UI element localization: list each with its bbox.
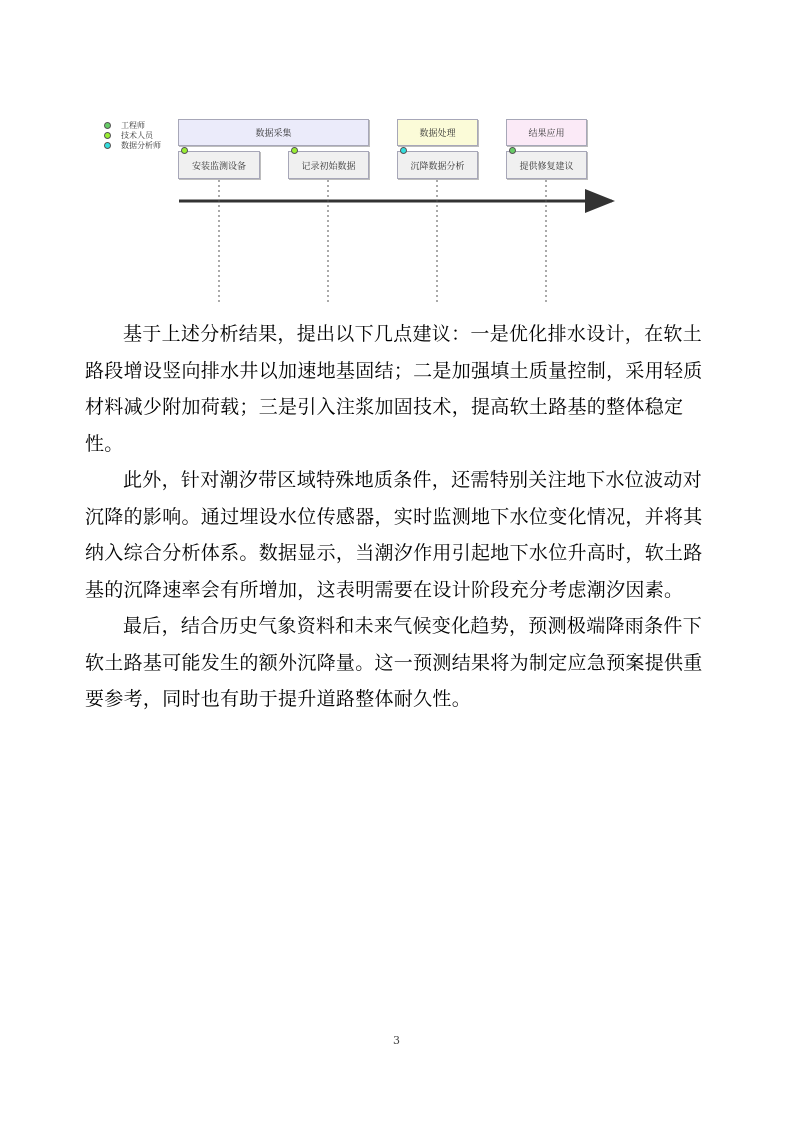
paragraph-line: 要参考，同时也有助于提升道路整体耐久性。 [85, 688, 472, 710]
legend [104, 120, 161, 150]
task-record-initial-data: 记录初始数据 [288, 151, 369, 179]
legend-item-engineer [104, 120, 161, 130]
paragraph-line: 材料减少附加荷载；三是引入注浆加固技术，提高软土路基的整体稳定 [85, 396, 684, 418]
stage-data-collection: 数据采集 [178, 119, 369, 146]
legend-item-technician [104, 130, 161, 140]
paragraph-line: 软土路基可能发生的额外沉降量。这一预测结果将为制定应急预案提供重 [85, 651, 703, 674]
paragraph-climate-forecast [85, 608, 703, 718]
paragraph-groundwater [85, 462, 703, 608]
legend-item-analyst [104, 140, 161, 150]
page-number: 3 [393, 1034, 400, 1047]
task-role-dot-icon [181, 147, 188, 154]
paragraph-line: 沉降的影响。通过埋设水位传感器，实时监测地下水位变化情况，并将其 [85, 505, 703, 528]
stage-data-processing: 数据处理 [397, 119, 478, 146]
task-role-dot-icon [291, 147, 298, 154]
legend-label: 数据分析师 [121, 140, 161, 150]
task-install-monitoring: 安装监测设备 [178, 151, 260, 179]
paragraph-line: 基于上述分析结果，提出以下几点建议：一是优化排水设计，在软土 [123, 323, 703, 345]
paragraph-line: 基的沉降速率会有所增加，这表明需要在设计阶段充分考虑潮汐因素。 [85, 578, 684, 601]
paragraph-line: 此外，针对潮汐带区域特殊地质条件，还需特别关注地下水位波动对 [123, 469, 703, 491]
task-settlement-analysis: 沉降数据分析 [397, 151, 478, 179]
legend-dot-icon [104, 122, 111, 129]
paragraph-recommendations [85, 316, 703, 462]
task-role-dot-icon [509, 147, 516, 154]
paragraph-line: 性。 [85, 432, 124, 455]
paragraph-line: 路段增设竖向排水井以加速地基固结；二是加强填土质量控制，采用轻质 [85, 359, 703, 382]
paragraph-line: 纳入综合分析体系。数据显示，当潮汐作用引起地下水位升高时，软土路 [85, 542, 703, 564]
legend-dot-icon [104, 132, 111, 139]
legend-label: 技术人员 [121, 130, 153, 140]
task-repair-suggestions: 提供修复建议 [506, 151, 587, 179]
stage-result-application: 结果应用 [506, 119, 587, 146]
paragraph-line: 最后，结合历史气象资料和未来气候变化趋势，预测极端降雨条件下 [123, 615, 703, 637]
legend-label: 工程师 [121, 120, 145, 130]
task-role-dot-icon [400, 147, 407, 154]
workflow-diagram [0, 0, 793, 310]
legend-dot-icon [104, 142, 111, 149]
